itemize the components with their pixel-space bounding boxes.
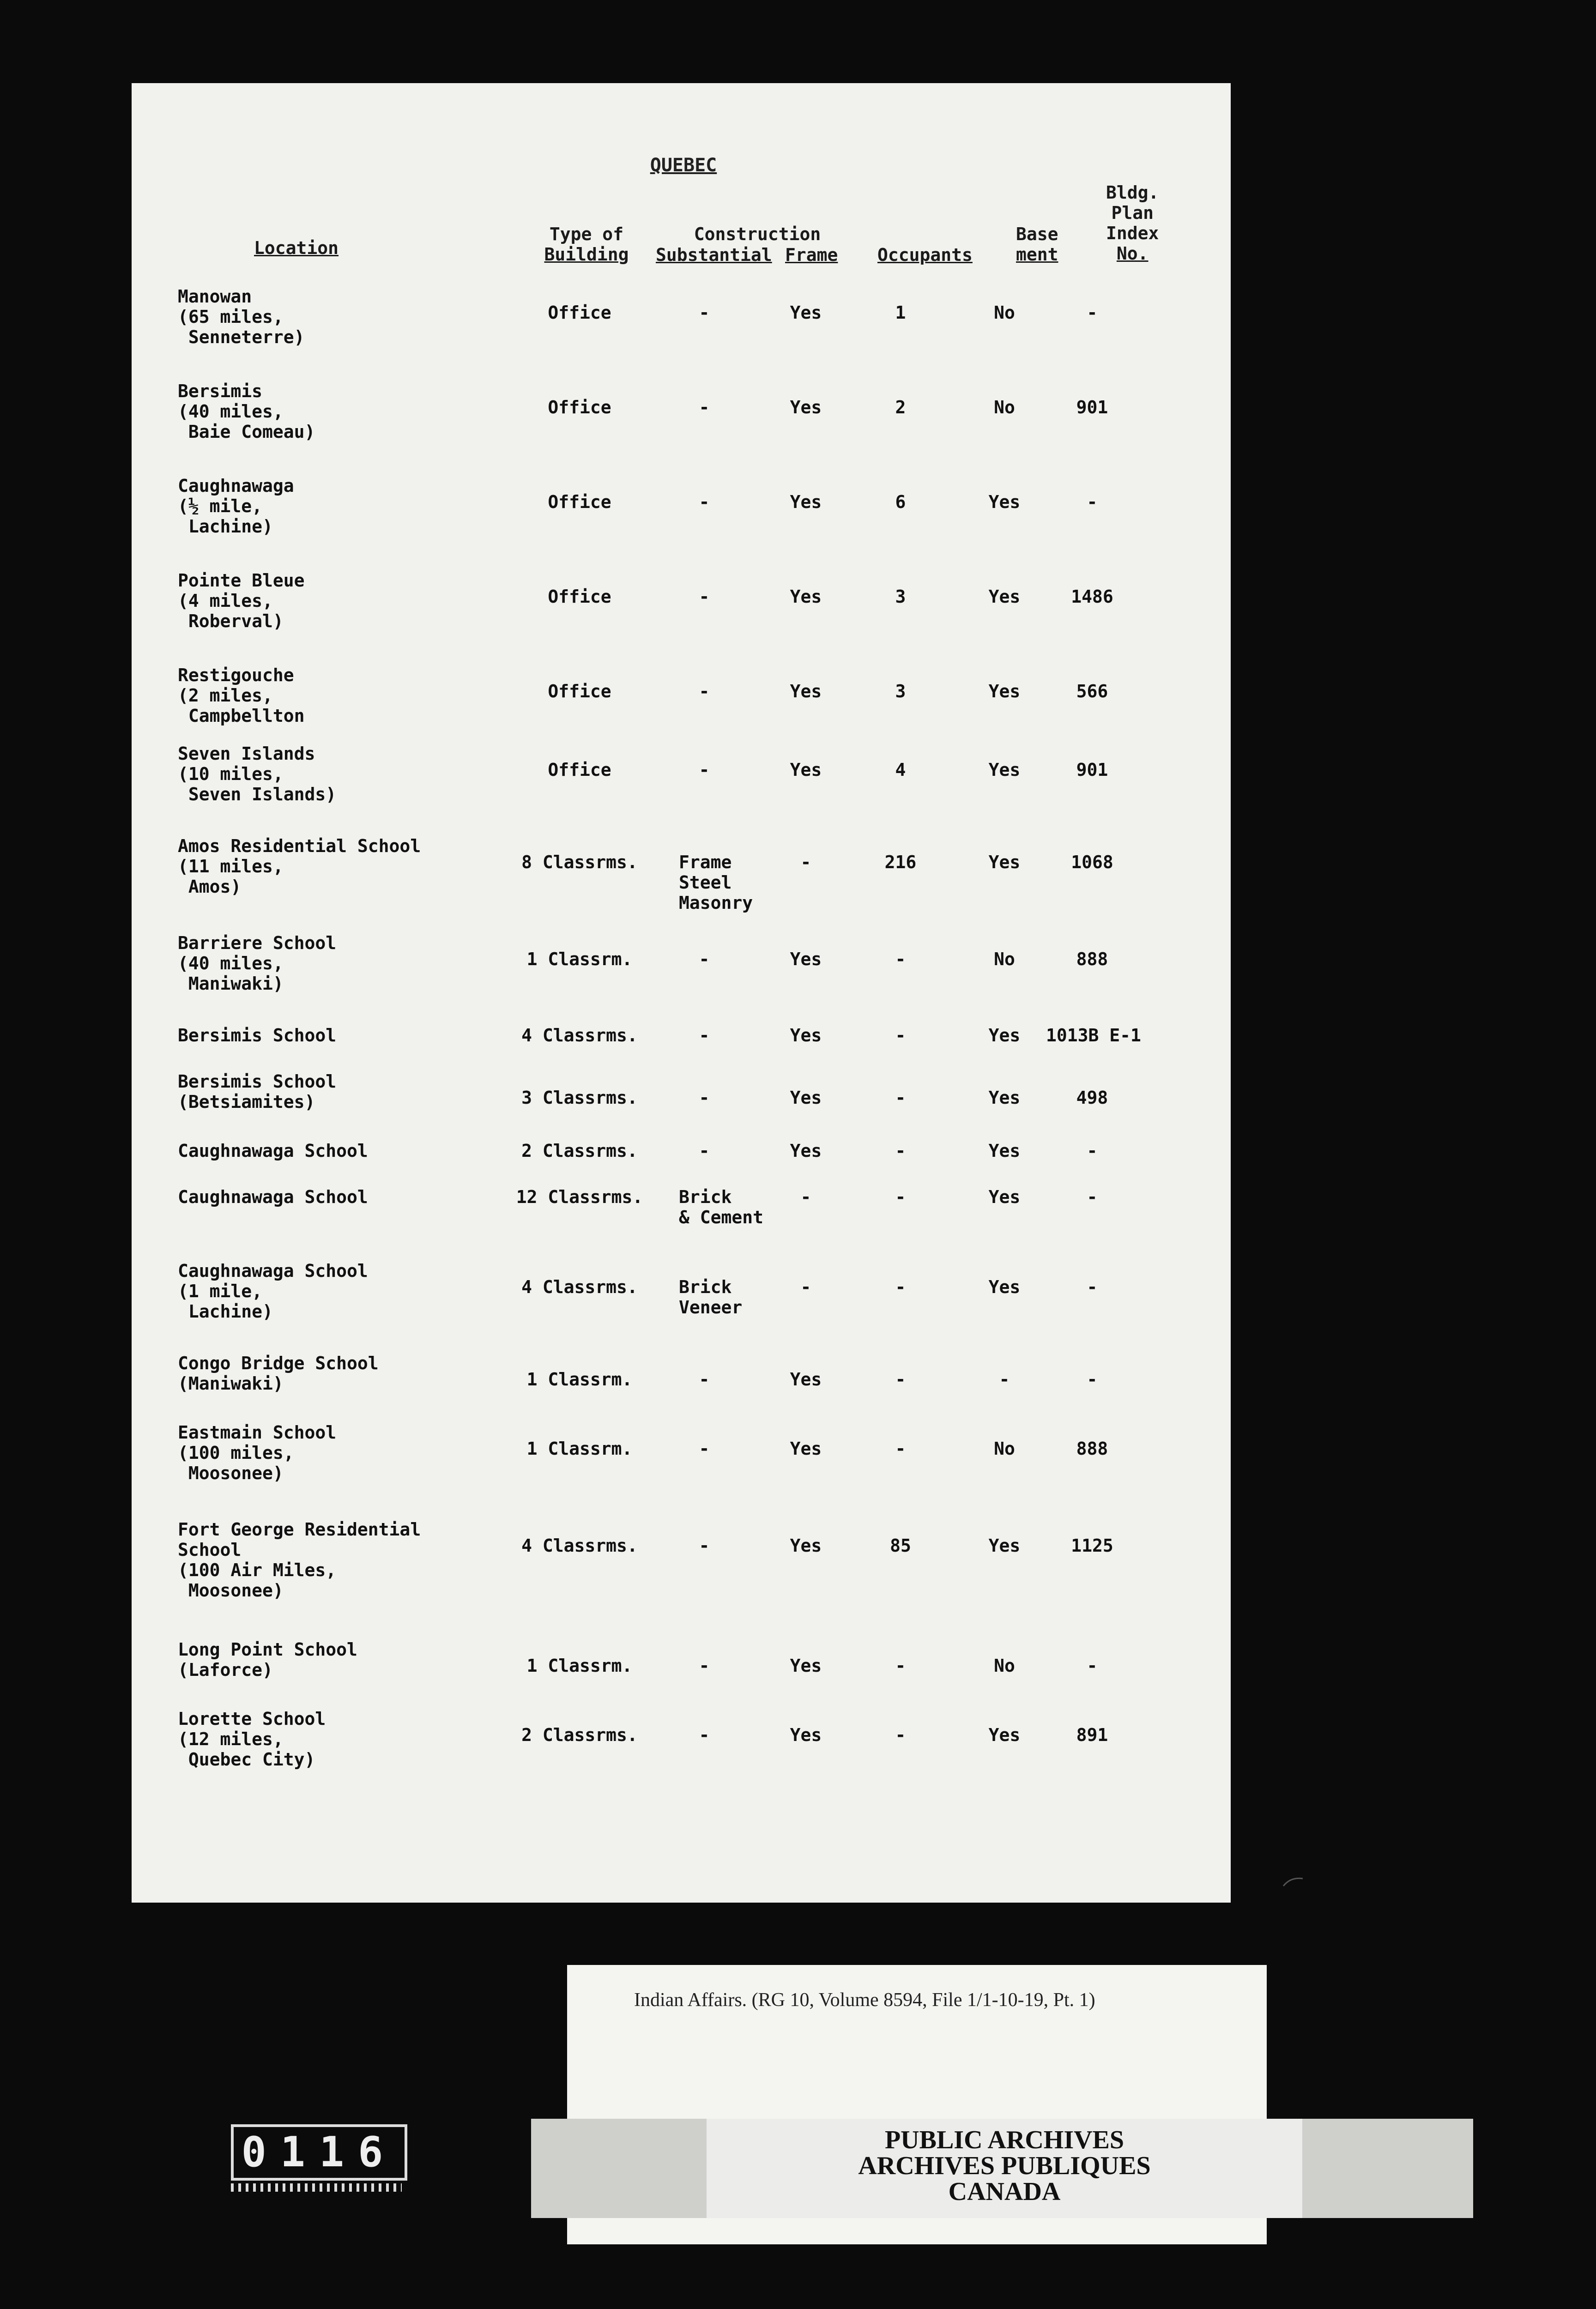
row-frame: Yes [790,1088,822,1108]
row-frame: Yes [790,1369,822,1390]
row-plan-index: 566 [1076,681,1108,701]
row-basement: Yes [988,1535,1021,1556]
row-location: Eastmain School (100 miles, Moosonee) [178,1422,337,1483]
row-building-type: 1 Classrm. [526,949,633,969]
row-occupants: - [895,1187,906,1207]
row-occupants: 1 [895,302,906,323]
row-occupants: - [895,1277,906,1297]
row-building-type: 1 Classrm. [526,1369,633,1390]
row-plan-index: 1068 [1071,852,1113,872]
document-page [132,83,1231,1903]
row-occupants: 216 [884,852,917,872]
row-basement: Yes [988,492,1021,512]
reference-text: Indian Affairs. (RG 10, Volume 8594, File 1/1-10-19, Pt. 1) [634,1989,1095,2011]
row-substantial: - [699,1088,710,1108]
row-building-type: Office [548,397,611,417]
row-occupants: 4 [895,760,906,780]
row-building-type: Office [548,681,611,701]
row-location: Long Point School (Laforce) [178,1639,357,1680]
row-plan-index: 901 [1076,397,1108,417]
row-building-type: Office [548,492,611,512]
row-frame: Yes [790,681,822,701]
frame-number: 0116 [231,2124,407,2181]
row-substantial: - [699,1369,710,1390]
header-frame: Frame [785,245,838,265]
row-frame: Yes [790,492,822,512]
row-basement: Yes [988,1725,1021,1745]
header-index: Bldg. Plan Index No. [1106,182,1159,264]
row-location: Barriere School (40 miles, Maniwaki) [178,933,337,994]
row-location: Restigouche (2 miles, Campbellton [178,665,305,726]
row-location: Lorette School (12 miles, Quebec City) [178,1709,326,1770]
row-location: Caughnawaga (½ mile, Lachine) [178,476,294,537]
row-plan-index: 1125 [1071,1535,1113,1556]
pencil-mark-icon [1282,1875,1305,1889]
row-building-type: 1 Classrm. [526,1439,633,1459]
row-basement: No [994,1439,1015,1459]
row-occupants: 6 [895,492,906,512]
row-basement: No [994,1656,1015,1676]
row-substantial: - [699,1141,710,1161]
row-basement: - [999,1369,1010,1390]
row-building-type: Office [548,302,611,323]
row-location: Bersimis School (Betsiamites) [178,1071,337,1112]
row-basement: Yes [988,1088,1021,1108]
row-location: Caughnawaga School [178,1141,368,1161]
row-substantial: - [699,492,710,512]
archive-band [531,2119,1473,2218]
row-substantial: - [699,1535,710,1556]
row-basement: Yes [988,1277,1021,1297]
row-frame: Yes [790,1725,822,1745]
row-location: Caughnawaga School (1 mile, Lachine) [178,1261,368,1322]
row-frame: - [800,852,811,872]
row-location: Amos Residential School (11 miles, Amos) [178,836,421,897]
row-frame: Yes [790,760,822,780]
row-frame: Yes [790,397,822,417]
row-building-type: 8 Classrms. [521,852,638,872]
archive-line-3: CANADA [948,2177,1061,2206]
row-plan-index: - [1087,1141,1098,1161]
row-occupants: - [895,1369,906,1390]
archive-line-1: PUBLIC ARCHIVES [884,2126,1124,2154]
row-frame: Yes [790,1141,822,1161]
row-location: Manowan (65 miles, Senneterre) [178,286,305,347]
row-substantial: - [699,760,710,780]
row-plan-index: 1486 [1071,586,1113,607]
row-building-type: 4 Classrms. [521,1025,638,1046]
frame-ticks [231,2183,402,2192]
row-location: Pointe Bleue (4 miles, Roberval) [178,570,305,631]
row-plan-index: 888 [1076,949,1108,969]
row-substantial: - [699,681,710,701]
row-basement: Yes [988,586,1021,607]
archive-stamp [707,2119,1302,2218]
row-frame: Yes [790,1656,822,1676]
row-plan-index: - [1087,1277,1098,1297]
row-substantial: - [699,1439,710,1459]
row-plan-index: - [1087,1187,1098,1207]
row-substantial: - [699,1025,710,1046]
row-plan-index: 888 [1076,1439,1108,1459]
row-frame: - [800,1187,811,1207]
row-location: Bersimis School [178,1025,337,1046]
row-location: Congo Bridge School (Maniwaki) [178,1353,379,1394]
page-heading: QUEBEC [650,155,717,176]
row-building-type: 2 Classrms. [521,1141,638,1161]
row-location: Seven Islands (10 miles, Seven Islands) [178,743,337,804]
header-occupants: Occupants [877,245,973,265]
row-frame: Yes [790,586,822,607]
header-type: Type of Building [544,224,629,265]
row-occupants: - [895,949,906,969]
row-substantial: Brick Veneer [679,1277,743,1318]
row-substantial: - [699,397,710,417]
row-substantial: - [699,1725,710,1745]
row-occupants: 3 [895,681,906,701]
row-basement: Yes [988,852,1021,872]
row-frame: - [800,1277,811,1297]
row-occupants: - [895,1725,906,1745]
row-building-type: 4 Classrms. [521,1277,638,1297]
row-substantial: Frame Steel Masonry [679,852,753,913]
row-building-type: 1 Classrm. [526,1656,633,1676]
row-basement: No [994,302,1015,323]
row-plan-index: 891 [1076,1725,1108,1745]
header-basement: Base ment [1016,224,1058,265]
row-frame: Yes [790,1025,822,1046]
row-basement: Yes [988,1187,1021,1207]
row-frame: Yes [790,1439,822,1459]
row-frame: Yes [790,302,822,323]
row-plan-index: 498 [1076,1088,1108,1108]
row-occupants: - [895,1439,906,1459]
row-substantial: - [699,1656,710,1676]
row-building-type: 2 Classrms. [521,1725,638,1745]
row-plan-index: - [1087,302,1098,323]
row-location: Fort George Residential School (100 Air Miles, Moosonee) [178,1519,421,1601]
row-occupants: - [895,1025,906,1046]
row-occupants: - [895,1141,906,1161]
header-location: Location [254,238,339,258]
row-basement: Yes [988,1025,1021,1046]
row-frame: Yes [790,949,822,969]
row-occupants: 85 [890,1535,911,1556]
header-construction: Construction [694,224,821,244]
row-substantial: - [699,302,710,323]
row-building-type: Office [548,760,611,780]
row-location: Caughnawaga School [178,1187,368,1207]
row-occupants: 2 [895,397,906,417]
row-basement: No [994,949,1015,969]
row-basement: Yes [988,1141,1021,1161]
row-basement: Yes [988,760,1021,780]
row-plan-index: 1013B E-1 [1046,1025,1141,1046]
archive-line-2: ARCHIVES PUBLIQUES [858,2152,1151,2180]
row-basement: No [994,397,1015,417]
row-substantial: Brick & Cement [679,1187,764,1227]
row-occupants: - [895,1656,906,1676]
row-plan-index: - [1087,1369,1098,1390]
row-building-type: 4 Classrms. [521,1535,638,1556]
row-building-type: 3 Classrms. [521,1088,638,1108]
row-location: Bersimis (40 miles, Baie Comeau) [178,381,315,442]
row-occupants: 3 [895,586,906,607]
row-building-type: Office [548,586,611,607]
row-frame: Yes [790,1535,822,1556]
row-plan-index: - [1087,1656,1098,1676]
row-occupants: - [895,1088,906,1108]
header-substantial: Substantial [656,245,772,265]
row-plan-index: - [1087,492,1098,512]
row-building-type: 12 Classrms. [516,1187,643,1207]
row-plan-index: 901 [1076,760,1108,780]
row-substantial: - [699,949,710,969]
row-basement: Yes [988,681,1021,701]
row-substantial: - [699,586,710,607]
